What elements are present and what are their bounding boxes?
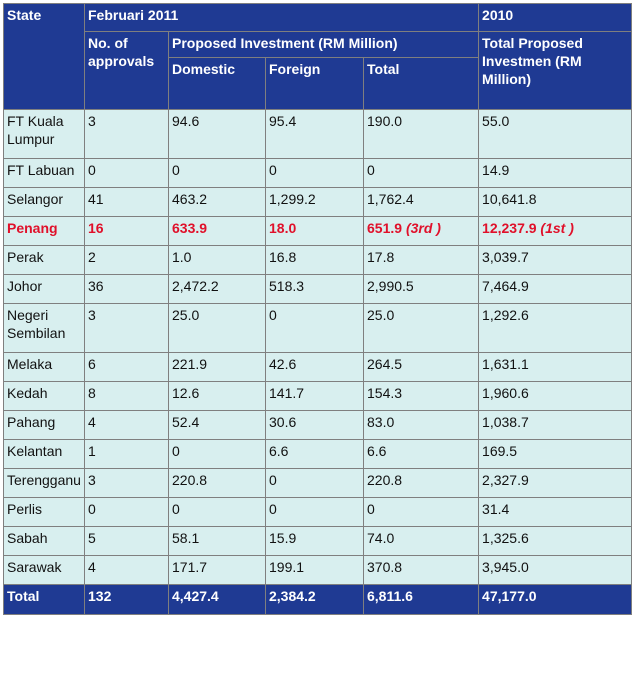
cell-state-value: Perlis xyxy=(7,501,43,517)
table-row xyxy=(4,527,632,556)
cell-state-value: FT Kuala Lumpur xyxy=(7,113,64,147)
cell-total-2010 xyxy=(479,353,632,382)
cell-domestic xyxy=(169,304,266,353)
cell-approvals-value: 1 xyxy=(88,443,96,459)
cell-total-2010 xyxy=(479,411,632,440)
cell-total-2010-value: 1,325.6 xyxy=(482,530,529,546)
cell-total-value: 264.5 xyxy=(367,356,403,372)
cell-total-value: 74.0 xyxy=(367,530,395,546)
cell-foreign xyxy=(266,527,364,556)
cell-state-value: Penang xyxy=(7,220,58,236)
cell-total-2010-value: 1,038.7 xyxy=(482,414,529,430)
cell-domestic-value: 58.1 xyxy=(172,530,200,546)
cell-state xyxy=(4,353,85,382)
cell-total xyxy=(364,498,479,527)
cell-state xyxy=(4,382,85,411)
table-row xyxy=(4,353,632,382)
cell-approvals xyxy=(85,188,169,217)
cell-total-value: 25.0 xyxy=(367,307,395,323)
cell-total xyxy=(364,159,479,188)
cell-domestic-value: 25.0 xyxy=(172,307,200,323)
table-row xyxy=(4,382,632,411)
total-label: Total xyxy=(4,585,85,615)
cell-foreign xyxy=(266,304,364,353)
cell-total xyxy=(364,217,479,246)
cell-state-value: Sabah xyxy=(7,530,48,546)
cell-approvals-value: 4 xyxy=(88,414,96,430)
cell-total-2010 xyxy=(479,440,632,469)
cell-domestic-value: 0 xyxy=(172,443,180,459)
cell-total-2010 xyxy=(479,304,632,353)
cell-approvals-value: 16 xyxy=(88,220,104,236)
cell-total-2010 xyxy=(479,498,632,527)
cell-approvals-value: 4 xyxy=(88,559,96,575)
total-row xyxy=(4,585,632,615)
header-total: Total xyxy=(364,58,479,110)
cell-approvals-value: 3 xyxy=(88,113,96,129)
cell-total-2010-value: 31.4 xyxy=(482,501,510,517)
cell-approvals xyxy=(85,217,169,246)
cell-total-2010-value: 55.0 xyxy=(482,113,510,129)
cell-total-2010 xyxy=(479,556,632,585)
cell-total-2010-value: 2,327.9 xyxy=(482,472,529,488)
cell-approvals-value: 36 xyxy=(88,278,104,294)
cell-domestic xyxy=(169,110,266,159)
cell-total xyxy=(364,353,479,382)
cell-total-value: 0 xyxy=(367,501,375,517)
table-row xyxy=(4,159,632,188)
cell-state xyxy=(4,411,85,440)
cell-total xyxy=(364,110,479,159)
cell-domestic xyxy=(169,469,266,498)
cell-approvals-value: 0 xyxy=(88,162,96,178)
table-row xyxy=(4,304,632,353)
cell-total-2010 xyxy=(479,159,632,188)
table-row xyxy=(4,217,632,246)
cell-foreign-value: 18.0 xyxy=(269,220,297,236)
cell-total-2010-value: 3,945.0 xyxy=(482,559,529,575)
cell-foreign xyxy=(266,217,364,246)
cell-state xyxy=(4,217,85,246)
table-body xyxy=(4,110,632,585)
cell-domestic xyxy=(169,246,266,275)
table-row xyxy=(4,469,632,498)
cell-total-2010 xyxy=(479,188,632,217)
cell-approvals xyxy=(85,556,169,585)
cell-total xyxy=(364,188,479,217)
cell-state-value: FT Labuan xyxy=(7,162,75,178)
cell-approvals xyxy=(85,527,169,556)
cell-domestic xyxy=(169,353,266,382)
cell-foreign xyxy=(266,353,364,382)
cell-domestic-value: 0 xyxy=(172,162,180,178)
cell-state-value: Melaka xyxy=(7,356,53,372)
cell-state-value: Johor xyxy=(7,278,43,294)
table-row xyxy=(4,411,632,440)
cell-state-value: Pahang xyxy=(7,414,56,430)
cell-state xyxy=(4,304,85,353)
cell-total-2010 xyxy=(479,527,632,556)
cell-foreign-value: 1,299.2 xyxy=(269,191,316,207)
cell-state xyxy=(4,440,85,469)
cell-total-2010 xyxy=(479,382,632,411)
table-row xyxy=(4,556,632,585)
cell-total-2010-value: 14.9 xyxy=(482,162,510,178)
cell-total-value: 6.6 xyxy=(367,443,387,459)
cell-domestic-value: 463.2 xyxy=(172,191,208,207)
cell-total-2010-value: 1,631.1 xyxy=(482,356,529,372)
cell-state xyxy=(4,275,85,304)
cell-total-value: 370.8 xyxy=(367,559,403,575)
cell-foreign-value: 0 xyxy=(269,307,277,323)
cell-foreign xyxy=(266,275,364,304)
cell-foreign-value: 0 xyxy=(269,472,277,488)
cell-foreign xyxy=(266,159,364,188)
header-period-2011: Februari 2011 xyxy=(85,4,479,32)
cell-foreign-value: 95.4 xyxy=(269,113,297,129)
cell-foreign xyxy=(266,469,364,498)
total-approvals: 132 xyxy=(85,585,169,615)
table-row xyxy=(4,246,632,275)
cell-total xyxy=(364,382,479,411)
cell-domestic-value: 0 xyxy=(172,501,180,517)
cell-state xyxy=(4,188,85,217)
cell-total-2010-value: 12,237.9 xyxy=(482,220,537,236)
cell-total-2010-value: 1,292.6 xyxy=(482,307,529,323)
cell-domestic xyxy=(169,556,266,585)
cell-domestic-value: 94.6 xyxy=(172,113,200,129)
cell-foreign-value: 42.6 xyxy=(269,356,297,372)
cell-state-value: Selangor xyxy=(7,191,64,207)
cell-approvals-value: 6 xyxy=(88,356,96,372)
cell-foreign xyxy=(266,382,364,411)
header-domestic: Domestic xyxy=(169,58,266,110)
table-row xyxy=(4,188,632,217)
cell-total-value: 1,762.4 xyxy=(367,191,414,207)
cell-total-2010-rank-note: (1st ) xyxy=(540,220,574,236)
cell-approvals xyxy=(85,110,169,159)
cell-approvals-value: 3 xyxy=(88,472,96,488)
cell-total-2010-value: 1,960.6 xyxy=(482,385,529,401)
header-foreign: Foreign xyxy=(266,58,364,110)
cell-foreign-value: 15.9 xyxy=(269,530,297,546)
cell-state-value: Terengganu xyxy=(7,472,81,488)
cell-total-2010 xyxy=(479,275,632,304)
cell-total-value: 190.0 xyxy=(367,113,403,129)
cell-total xyxy=(364,411,479,440)
cell-approvals xyxy=(85,159,169,188)
total-total-2010: 47,177.0 xyxy=(479,585,632,615)
total-domestic: 4,427.4 xyxy=(169,585,266,615)
cell-foreign xyxy=(266,440,364,469)
cell-state-value: Negeri Sembilan xyxy=(7,307,66,341)
header-total-2010: Total Proposed Investmen (RM Million) xyxy=(479,32,632,110)
cell-total-2010-value: 10,641.8 xyxy=(482,191,537,207)
cell-foreign-value: 0 xyxy=(269,501,277,517)
cell-domestic xyxy=(169,188,266,217)
cell-state xyxy=(4,110,85,159)
cell-approvals-value: 2 xyxy=(88,249,96,265)
cell-total-2010 xyxy=(479,110,632,159)
cell-state-value: Kedah xyxy=(7,385,48,401)
table-row xyxy=(4,440,632,469)
cell-total xyxy=(364,275,479,304)
cell-total-2010 xyxy=(479,217,632,246)
cell-foreign xyxy=(266,411,364,440)
cell-total-value: 17.8 xyxy=(367,249,395,265)
table-row xyxy=(4,498,632,527)
cell-foreign-value: 16.8 xyxy=(269,249,297,265)
cell-state xyxy=(4,246,85,275)
total-foreign: 2,384.2 xyxy=(266,585,364,615)
header-proposed-investment: Proposed Investment (RM Million) xyxy=(169,32,479,58)
header-state: State xyxy=(4,4,85,110)
cell-total xyxy=(364,527,479,556)
cell-foreign xyxy=(266,556,364,585)
cell-total-value: 2,990.5 xyxy=(367,278,414,294)
cell-total xyxy=(364,304,479,353)
investment-table xyxy=(3,3,632,615)
cell-total-2010 xyxy=(479,246,632,275)
cell-approvals xyxy=(85,411,169,440)
cell-domestic-value: 12.6 xyxy=(172,385,200,401)
cell-approvals-value: 8 xyxy=(88,385,96,401)
cell-state xyxy=(4,527,85,556)
cell-foreign-value: 6.6 xyxy=(269,443,289,459)
cell-state xyxy=(4,556,85,585)
cell-state-value: Sarawak xyxy=(7,559,62,575)
cell-approvals-value: 41 xyxy=(88,191,104,207)
cell-total-2010-value: 169.5 xyxy=(482,443,518,459)
cell-domestic-value: 220.8 xyxy=(172,472,208,488)
cell-total-value: 83.0 xyxy=(367,414,395,430)
cell-domestic-value: 221.9 xyxy=(172,356,208,372)
cell-domestic-value: 1.0 xyxy=(172,249,192,265)
cell-domestic xyxy=(169,440,266,469)
cell-domestic xyxy=(169,498,266,527)
cell-domestic xyxy=(169,217,266,246)
cell-domestic xyxy=(169,275,266,304)
cell-domestic-value: 2,472.2 xyxy=(172,278,219,294)
cell-total xyxy=(364,246,479,275)
cell-total xyxy=(364,440,479,469)
cell-foreign-value: 30.6 xyxy=(269,414,297,430)
cell-total-value: 154.3 xyxy=(367,385,403,401)
header-period-2010: 2010 xyxy=(479,4,632,32)
cell-total-value: 220.8 xyxy=(367,472,403,488)
cell-total xyxy=(364,556,479,585)
cell-state xyxy=(4,498,85,527)
cell-domestic xyxy=(169,527,266,556)
cell-total-2010-value: 3,039.7 xyxy=(482,249,529,265)
cell-approvals xyxy=(85,304,169,353)
cell-approvals xyxy=(85,353,169,382)
cell-total-value: 651.9 xyxy=(367,220,403,236)
cell-total-rank-note: (3rd ) xyxy=(405,220,441,236)
cell-domestic-value: 171.7 xyxy=(172,559,208,575)
cell-approvals xyxy=(85,469,169,498)
cell-approvals-value: 0 xyxy=(88,501,96,517)
cell-domestic xyxy=(169,382,266,411)
cell-domestic xyxy=(169,159,266,188)
cell-approvals xyxy=(85,440,169,469)
cell-foreign-value: 0 xyxy=(269,162,277,178)
table-row xyxy=(4,110,632,159)
cell-foreign xyxy=(266,246,364,275)
cell-state-value: Perak xyxy=(7,249,44,265)
cell-approvals-value: 5 xyxy=(88,530,96,546)
cell-foreign-value: 199.1 xyxy=(269,559,305,575)
cell-approvals-value: 3 xyxy=(88,307,96,323)
table-row xyxy=(4,275,632,304)
cell-total-2010 xyxy=(479,469,632,498)
header-approvals: No. of approvals xyxy=(85,32,169,110)
cell-approvals xyxy=(85,498,169,527)
cell-foreign xyxy=(266,188,364,217)
cell-domestic-value: 633.9 xyxy=(172,220,208,236)
cell-state xyxy=(4,469,85,498)
cell-domestic xyxy=(169,411,266,440)
total-total: 6,811.6 xyxy=(364,585,479,615)
cell-domestic-value: 52.4 xyxy=(172,414,200,430)
cell-approvals xyxy=(85,382,169,411)
cell-total-2010-value: 7,464.9 xyxy=(482,278,529,294)
cell-foreign xyxy=(266,110,364,159)
cell-approvals xyxy=(85,246,169,275)
cell-state xyxy=(4,159,85,188)
cell-total xyxy=(364,469,479,498)
cell-state-value: Kelantan xyxy=(7,443,63,459)
cell-foreign xyxy=(266,498,364,527)
cell-approvals xyxy=(85,275,169,304)
cell-total-value: 0 xyxy=(367,162,375,178)
cell-foreign-value: 141.7 xyxy=(269,385,305,401)
cell-foreign-value: 518.3 xyxy=(269,278,305,294)
